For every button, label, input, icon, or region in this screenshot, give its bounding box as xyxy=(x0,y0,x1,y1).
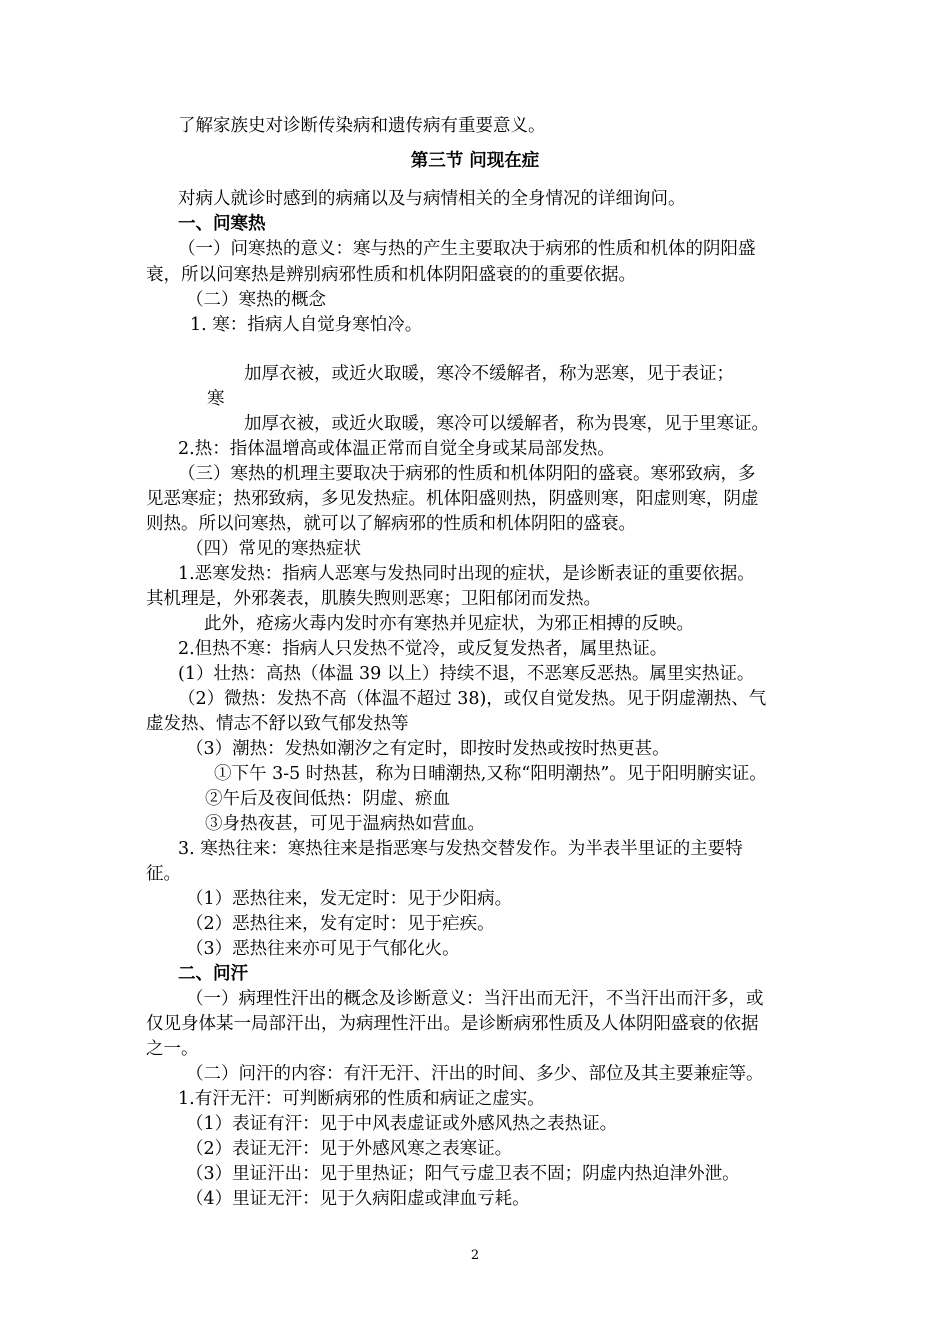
text-line: （1）表证有汗：见于中风表虚证或外感风热之表热证。 xyxy=(186,1114,618,1134)
text-line: （二）寒热的概念 xyxy=(186,290,326,310)
text-line: 则热。所以问寒热，就可以了解病邪的性质和机体阴阳的盛衰。 xyxy=(146,514,636,534)
text-line: 对病人就诊时感到的病痛以及与病情相关的全身情况的详细询问。 xyxy=(178,189,686,209)
text-line: （3）潮热：发热如潮汐之有定时，即按时发热或按时热更甚。 xyxy=(186,739,670,759)
page-number: 2 xyxy=(470,1248,480,1263)
text-line: 1. 寒：指病人自觉身寒怕冷。 xyxy=(190,315,423,335)
subsection-heading: 一、问寒热 xyxy=(178,214,266,234)
text-line: （四）常见的寒热症状 xyxy=(186,539,361,559)
text-line: 1.恶寒发热：指病人恶寒与发热同时出现的症状，是诊断表证的重要依据。 xyxy=(178,564,755,584)
text-line: ②午后及夜间低热：阴虚、瘀血 xyxy=(205,789,450,809)
text-line: 加厚衣被，或近火取暖，寒冷不缓解者，称为恶寒，见于表证； xyxy=(244,364,734,384)
subsection-heading: 二、问汗 xyxy=(178,964,248,984)
text-line: 了解家族史对诊断传染病和遗传病有重要意义。 xyxy=(178,116,546,136)
text-line: （1）恶热往来，发无定时：见于少阳病。 xyxy=(186,889,513,909)
text-line: 此外，疮疡火毒内发时亦有寒热并见症状，为邪正相搏的反映。 xyxy=(204,614,694,634)
text-line: （三）寒热的机理主要取决于病邪的性质和机体阴阳的盛衰。寒邪致病，多 xyxy=(178,464,756,484)
text-line: 2.但热不寒：指病人只发热不觉冷，或反复发热者，属里热证。 xyxy=(178,639,668,659)
text-line: 仅见身体某一局部汗出，为病理性汗出。是诊断病邪性质及人体阴阳盛衰的依据 xyxy=(146,1014,759,1034)
text-line: 征。 xyxy=(146,864,181,884)
text-line: 其机理是，外邪袭表，肌腠失煦则恶寒；卫阳郁闭而发热。 xyxy=(146,589,601,609)
text-line: （2）微热：发热不高（体温不超过 38)，或仅自觉发热。见于阴虚潮热、气 xyxy=(178,689,767,709)
text-line: （3）恶热往来亦可见于气郁化火。 xyxy=(186,939,460,959)
text-line: 1.有汗无汗：可判断病邪的性质和病证之虚实。 xyxy=(178,1089,545,1109)
text-line: 之一。 xyxy=(146,1039,199,1059)
text-line: （一）问寒热的意义：寒与热的产生主要取决于病邪的性质和机体的阴阳盛 xyxy=(178,239,756,259)
text-line: (1）壮热：高热（体温 39 以上）持续不退，不恶寒反恶热。属里实热证。 xyxy=(178,664,755,684)
section-heading: 第三节 问现在症 xyxy=(410,151,540,171)
text-line: 加厚衣被，或近火取暖，寒冷可以缓解者，称为畏寒，见于里寒证。 xyxy=(244,414,769,434)
text-line: 寒 xyxy=(207,389,225,409)
text-line: 衰，所以问寒热是辨别病邪性质和机体阴阳盛衰的的重要依据。 xyxy=(146,265,636,285)
text-line: ③身热夜甚，可见于温病热如营血。 xyxy=(205,814,485,834)
text-line: （二）问汗的内容：有汗无汗、汗出的时间、多少、部位及其主要兼症等。 xyxy=(186,1064,764,1084)
text-line: （一）病理性汗出的概念及诊断意义：当汗出而无汗，不当汗出而汗多，或 xyxy=(186,989,764,1009)
text-line: 虚发热、情志不舒以致气郁发热等 xyxy=(146,714,409,734)
text-line: （2）表证无汗：见于外感风寒之表寒证。 xyxy=(186,1139,513,1159)
text-line: 3. 寒热往来：寒热往来是指恶寒与发热交替发作。为半表半里证的主要特 xyxy=(178,839,743,859)
text-line: （3）里证汗出：见于里热证；阳气亏虚卫表不固；阴虚内热迫津外泄。 xyxy=(186,1164,740,1184)
text-line: 2.热：指体温增高或体温正常而自觉全身或某局部发热。 xyxy=(178,439,615,459)
text-line: 见恶寒症；热邪致病，多见发热症。机体阳盛则热，阴盛则寒，阳虚则寒，阴虚 xyxy=(146,489,759,509)
text-line: ①下午 3-5 时热甚，称为日晡潮热,又称“阳明潮热”。见于阳明腑实证。 xyxy=(214,764,767,784)
text-line: （2）恶热往来，发有定时：见于疟疾。 xyxy=(186,914,495,934)
text-line: （4）里证无汗：见于久病阳虚或津血亏耗。 xyxy=(186,1189,530,1209)
